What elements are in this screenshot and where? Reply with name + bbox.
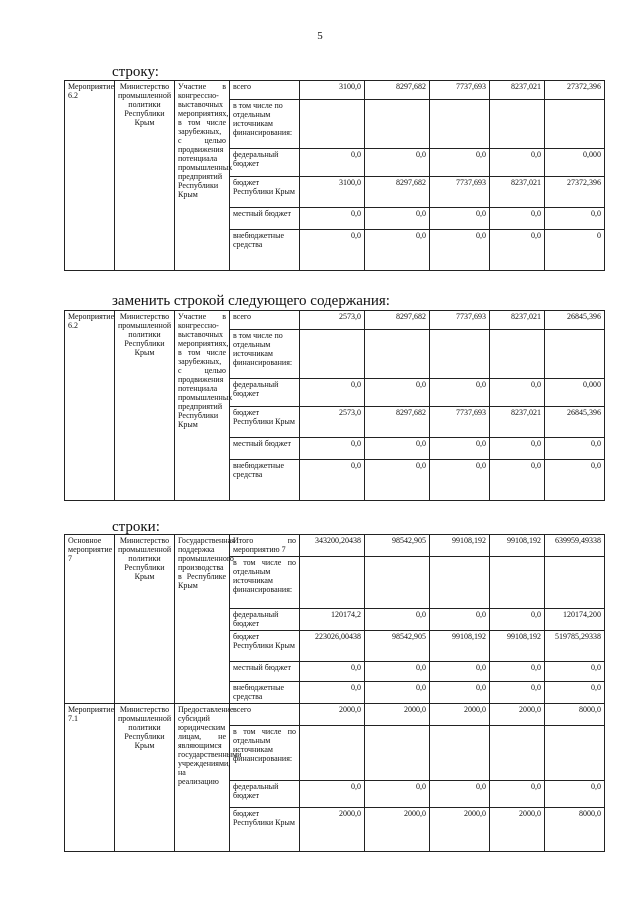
value-cell: 0,0	[545, 460, 605, 501]
table-row	[65, 311, 605, 330]
value-cell: 99108,192	[430, 535, 490, 557]
measure-number: Мероприятие 6.2	[65, 81, 115, 271]
value-cell: 343200,20438	[300, 535, 365, 557]
value-cell: 7737,693	[430, 311, 490, 330]
value-cell: 0,0	[490, 149, 545, 177]
value-cell: 3100,0	[300, 81, 365, 100]
value-cell: 0,0	[490, 438, 545, 460]
measure-name: Участие в конгрессно-выставочных мероприятиях, в том числе зарубежных, с целью продвижения потенциала промышленных предприятий Республики Крым	[175, 311, 230, 501]
source-label: внебюджетные средства	[230, 230, 300, 271]
value-cell: 8297,682	[365, 177, 430, 208]
value-cell: 98542,905	[365, 631, 430, 662]
value-cell: 0,0	[490, 662, 545, 682]
table-new-row-6-2	[64, 310, 605, 501]
value-cell: 0,0	[490, 230, 545, 271]
value-cell: 519785,29338	[545, 631, 605, 662]
value-cell	[300, 100, 365, 149]
heading-replace: заменить строкой следующего содержания:	[112, 293, 390, 309]
value-cell: 0,0	[430, 781, 490, 808]
source-label: всего	[230, 81, 300, 100]
table-rows-7	[64, 534, 605, 852]
value-cell: 120174,2	[300, 609, 365, 631]
source-label: Итого по мероприятию 7	[230, 535, 300, 557]
value-cell: 223026,00438	[300, 631, 365, 662]
value-cell: 0,0	[365, 208, 430, 230]
source-label: внебюджетные средства	[230, 682, 300, 704]
value-cell: 0,0	[365, 682, 430, 704]
value-cell: 0,0	[430, 460, 490, 501]
value-cell: 0,0	[430, 609, 490, 631]
value-cell: 0,0	[430, 438, 490, 460]
value-cell: 3100,0	[300, 177, 365, 208]
value-cell: 2000,0	[365, 704, 430, 726]
source-label: бюджет Республики Крым	[230, 808, 300, 852]
value-cell: 0,0	[365, 662, 430, 682]
value-cell: 2000,0	[365, 808, 430, 852]
value-cell: 8237,021	[490, 311, 545, 330]
value-cell: 0,0	[545, 662, 605, 682]
measure-number: Мероприятие 6.2	[65, 311, 115, 501]
value-cell: 27372,396	[545, 177, 605, 208]
value-cell: 0,0	[300, 438, 365, 460]
executor-cell: Министерство промышленной политики Республики Крым	[115, 535, 175, 704]
value-cell: 2573,0	[300, 407, 365, 438]
heading-rows: строки:	[112, 519, 160, 535]
value-cell: 0,0	[430, 149, 490, 177]
source-label: всего	[230, 704, 300, 726]
source-label: бюджет Республики Крым	[230, 631, 300, 662]
value-cell: 0,0	[545, 781, 605, 808]
value-cell: 0,0	[300, 230, 365, 271]
source-label: бюджет Республики Крым	[230, 407, 300, 438]
table-row	[65, 81, 605, 100]
value-cell: 0,0	[365, 781, 430, 808]
value-cell: 0,0	[365, 438, 430, 460]
measure-name: Предоставление субсидий юридическим лицам, не являющимся государственными учреждениями, на реализацию	[175, 704, 230, 852]
value-cell: 0,0	[300, 149, 365, 177]
source-label: всего	[230, 311, 300, 330]
value-cell: 0,0	[490, 781, 545, 808]
executor-cell: Министерство промышленной политики Республики Крым	[115, 81, 175, 271]
value-cell: 0,000	[545, 379, 605, 407]
value-cell: 0,0	[490, 460, 545, 501]
value-cell	[545, 726, 605, 781]
value-cell	[490, 557, 545, 609]
value-cell	[430, 726, 490, 781]
value-cell	[300, 330, 365, 379]
value-cell	[490, 100, 545, 149]
table-row	[65, 704, 605, 726]
value-cell: 99108,192	[490, 631, 545, 662]
value-cell: 26845,396	[545, 311, 605, 330]
value-cell: 7737,693	[430, 81, 490, 100]
source-label: федеральный бюджет	[230, 781, 300, 808]
value-cell: 0,0	[300, 208, 365, 230]
value-cell: 2000,0	[300, 704, 365, 726]
value-cell: 0,0	[300, 379, 365, 407]
value-cell: 0,0	[490, 682, 545, 704]
value-cell	[490, 726, 545, 781]
executor-cell: Министерство промышленной политики Республики Крым	[115, 704, 175, 852]
value-cell	[365, 330, 430, 379]
value-cell	[365, 557, 430, 609]
value-cell: 8237,021	[490, 177, 545, 208]
value-cell: 2000,0	[490, 704, 545, 726]
value-cell	[490, 330, 545, 379]
source-label: местный бюджет	[230, 438, 300, 460]
value-cell: 8237,021	[490, 407, 545, 438]
source-label: бюджет Республики Крым	[230, 177, 300, 208]
value-cell	[300, 557, 365, 609]
value-cell	[430, 330, 490, 379]
value-cell: 7737,693	[430, 177, 490, 208]
value-cell: 8297,682	[365, 311, 430, 330]
value-cell: 0,0	[300, 781, 365, 808]
value-cell: 639959,49338	[545, 535, 605, 557]
value-cell	[430, 557, 490, 609]
source-label: местный бюджет	[230, 662, 300, 682]
value-cell	[300, 726, 365, 781]
value-cell	[365, 100, 430, 149]
value-cell: 0,0	[300, 460, 365, 501]
value-cell: 2000,0	[300, 808, 365, 852]
page-number: 5	[317, 30, 323, 42]
value-cell: 27372,396	[545, 81, 605, 100]
value-cell: 8297,682	[365, 81, 430, 100]
value-cell: 0,0	[430, 662, 490, 682]
value-cell: 0,0	[300, 682, 365, 704]
heading-row: строку:	[112, 64, 159, 80]
value-cell: 0,0	[365, 149, 430, 177]
value-cell: 8237,021	[490, 81, 545, 100]
value-cell	[430, 100, 490, 149]
value-cell	[545, 100, 605, 149]
value-cell: 26845,396	[545, 407, 605, 438]
source-label: в том числе по отдельным источникам финансирования:	[230, 330, 300, 379]
value-cell: 2000,0	[430, 704, 490, 726]
value-cell: 0,0	[300, 662, 365, 682]
value-cell: 2000,0	[430, 808, 490, 852]
value-cell: 0,0	[545, 208, 605, 230]
value-cell: 99108,192	[490, 535, 545, 557]
executor-cell: Министерство промышленной политики Республики Крым	[115, 311, 175, 501]
value-cell: 8000,0	[545, 704, 605, 726]
value-cell: 0,0	[490, 208, 545, 230]
value-cell: 8297,682	[365, 407, 430, 438]
value-cell: 0,0	[365, 609, 430, 631]
source-label: федеральный бюджет	[230, 379, 300, 407]
value-cell: 0,0	[365, 379, 430, 407]
measure-number: Мероприятие 7.1	[65, 704, 115, 852]
value-cell: 120174,200	[545, 609, 605, 631]
table-original-row-6-2	[64, 80, 605, 271]
value-cell: 0,0	[545, 682, 605, 704]
value-cell	[545, 330, 605, 379]
source-label: в том числе по отдельным источникам финансирования:	[230, 726, 300, 781]
value-cell	[545, 557, 605, 609]
value-cell: 0,0	[490, 609, 545, 631]
value-cell: 0,0	[430, 379, 490, 407]
source-label: федеральный бюджет	[230, 149, 300, 177]
value-cell: 0,0	[430, 682, 490, 704]
value-cell: 0,000	[545, 149, 605, 177]
source-label: федеральный бюджет	[230, 609, 300, 631]
value-cell: 0,0	[545, 438, 605, 460]
value-cell: 2000,0	[490, 808, 545, 852]
source-label: в том числе по отдельным источникам финансирования:	[230, 100, 300, 149]
value-cell	[365, 726, 430, 781]
source-label: внебюджетные средства	[230, 460, 300, 501]
table-row	[65, 535, 605, 557]
value-cell: 7737,693	[430, 407, 490, 438]
value-cell: 0,0	[430, 230, 490, 271]
value-cell: 2573,0	[300, 311, 365, 330]
value-cell: 0,0	[365, 460, 430, 501]
value-cell: 0	[545, 230, 605, 271]
measure-name: Участие в конгрессно-выставочных мероприятиях, в том числе зарубежных, с целью продвижения потенциала промышленных предприятий Республики Крым	[175, 81, 230, 271]
source-label: местный бюджет	[230, 208, 300, 230]
source-label: в том числе по отдельным источникам финансирования:	[230, 557, 300, 609]
value-cell: 0,0	[365, 230, 430, 271]
value-cell: 98542,905	[365, 535, 430, 557]
measure-number: Основное мероприятие 7	[65, 535, 115, 704]
value-cell: 0,0	[430, 208, 490, 230]
value-cell: 8000,0	[545, 808, 605, 852]
value-cell: 99108,192	[430, 631, 490, 662]
value-cell: 0,0	[490, 379, 545, 407]
measure-name: Государственная поддержка промышленного производства в Республике Крым	[175, 535, 230, 704]
